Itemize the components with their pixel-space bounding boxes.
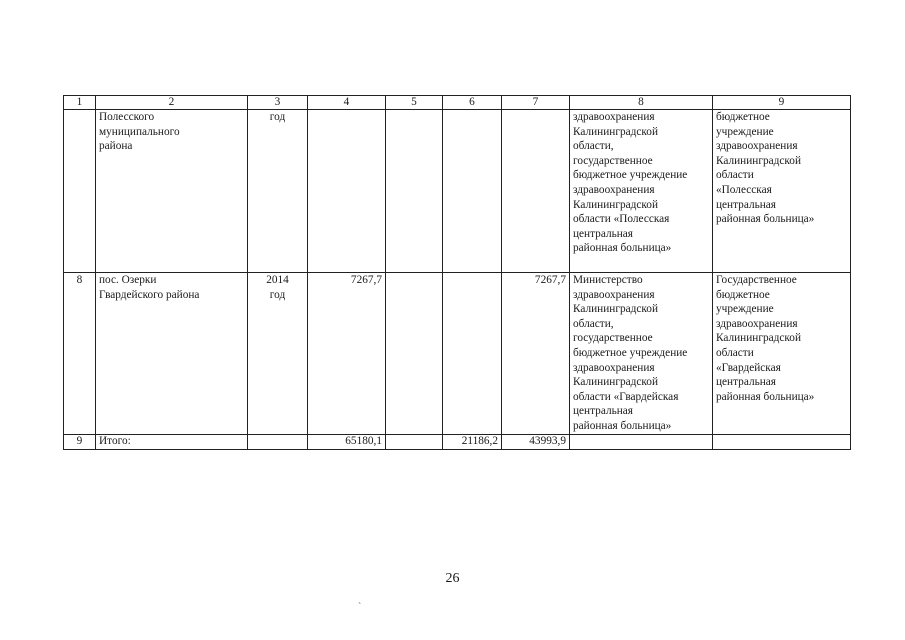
page-number: 26 xyxy=(445,571,460,586)
header-cell: 4 xyxy=(308,96,386,110)
year-cell: год xyxy=(248,110,308,273)
table-row xyxy=(64,110,851,273)
data-table xyxy=(63,95,851,450)
year-cell xyxy=(248,434,308,449)
header-cell: 1 xyxy=(64,96,96,110)
header-cell: 3 xyxy=(248,96,308,110)
table-total-row xyxy=(64,434,851,449)
amount-col5-cell xyxy=(386,110,443,273)
amount-col6-cell xyxy=(443,110,502,273)
header-cell: 7 xyxy=(502,96,570,110)
executor-cell: Министерство здравоохранения Калининградской области, государственное бюджетное учреждение здравоохранения Калининградской области «Гвардейская центральная районная больница» xyxy=(570,273,713,435)
amount-col5-cell xyxy=(386,434,443,449)
total-amount-cell: 65180,1 xyxy=(308,434,386,449)
header-cell: 9 xyxy=(713,96,851,110)
row-number-cell xyxy=(64,110,96,273)
location-cell: Полесского муниципального района xyxy=(96,110,248,273)
table-header-row xyxy=(64,96,851,110)
recipient-cell: бюджетное учреждение здравоохранения Калининградской области «Полесская центральная районная больница» xyxy=(713,110,851,273)
recipient-cell: Государственное бюджетное учреждение здравоохранения Калининградской области «Гвардейская центральная районная больница» xyxy=(713,273,851,435)
header-cell: 2 xyxy=(96,96,248,110)
total-amount-cell xyxy=(308,110,386,273)
row-number-cell: 8 xyxy=(64,273,96,435)
amount-col7-cell xyxy=(502,110,570,273)
amount-col6-cell: 21186,2 xyxy=(443,434,502,449)
header-cell: 5 xyxy=(386,96,443,110)
amount-col5-cell xyxy=(386,273,443,435)
executor-cell xyxy=(570,434,713,449)
row-number-cell: 9 xyxy=(64,434,96,449)
amount-col7-cell: 7267,7 xyxy=(502,273,570,435)
header-cell: 8 xyxy=(570,96,713,110)
total-amount-cell: 7267,7 xyxy=(308,273,386,435)
year-cell: 2014 год xyxy=(248,273,308,435)
recipient-cell xyxy=(713,434,851,449)
executor-cell: здравоохранения Калининградской области, государственное бюджетное учреждение здравоохранения Калининградской области «Полесская центральная районная больница» xyxy=(570,110,713,273)
amount-col7-cell: 43993,9 xyxy=(502,434,570,449)
stray-mark: ` xyxy=(358,602,362,613)
total-label-cell: Итого: xyxy=(96,434,248,449)
table-row xyxy=(64,273,851,435)
location-cell: пос. Озерки Гвардейского района xyxy=(96,273,248,435)
amount-col6-cell xyxy=(443,273,502,435)
header-cell: 6 xyxy=(443,96,502,110)
